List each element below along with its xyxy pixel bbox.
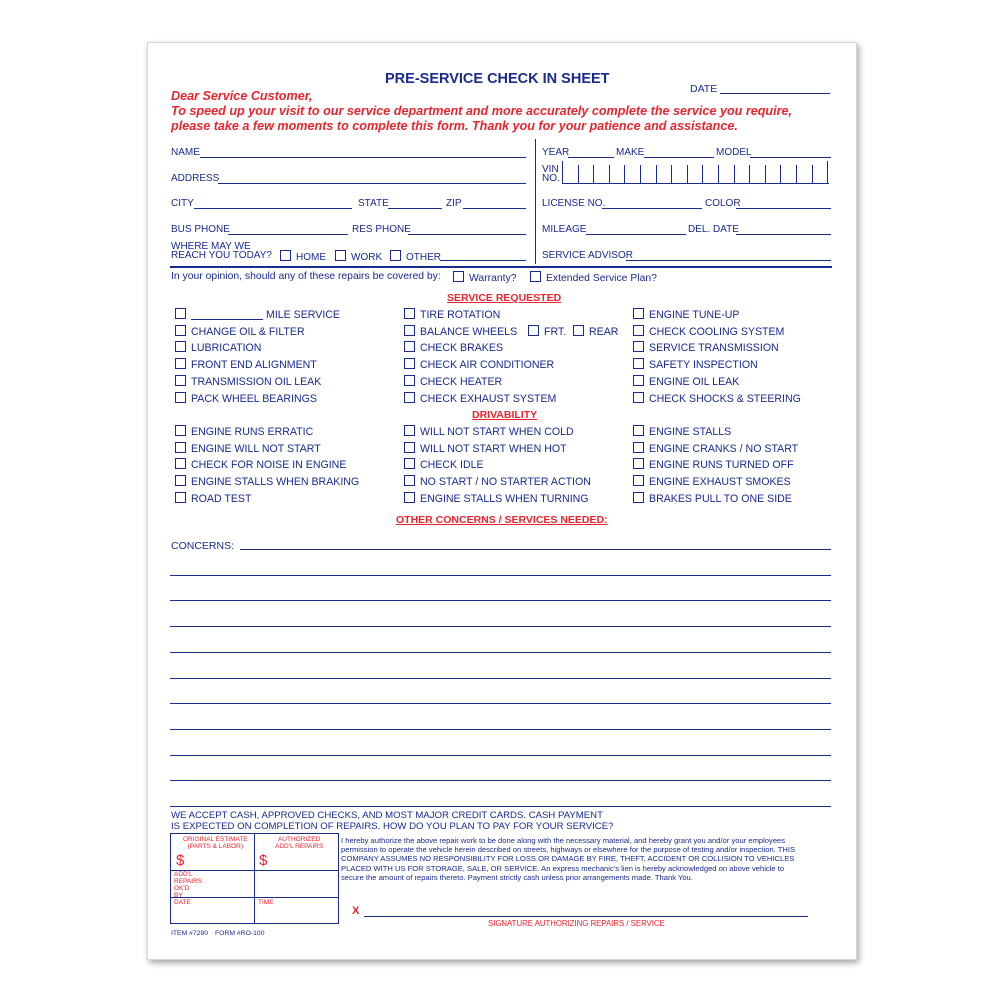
checkbox-will-not-start-when-cold[interactable] bbox=[404, 425, 415, 436]
intro-line-2: please take a few moments to complete this form. Thank you for your patience and assistance. bbox=[171, 119, 738, 133]
vin-box-divider bbox=[671, 165, 672, 183]
payment-note-line-1: WE ACCEPT CASH, APPROVED CHECKS, AND MOST MAJOR CREDIT CARDS. CASH PAYMENT bbox=[171, 810, 603, 821]
signature-field[interactable] bbox=[364, 916, 808, 917]
concern-line[interactable] bbox=[240, 549, 831, 550]
authorized-field[interactable]: $ bbox=[259, 852, 268, 869]
option-change-oil-filter[interactable] bbox=[175, 325, 305, 338]
warranty-option[interactable] bbox=[453, 271, 517, 284]
year-field[interactable] bbox=[568, 157, 614, 158]
checkbox-will-not-start-when-hot[interactable] bbox=[404, 442, 415, 453]
option-check-idle[interactable] bbox=[404, 458, 484, 471]
option-engine-oil-leak[interactable] bbox=[633, 375, 739, 388]
original-estimate-line-2: (PARTS & LABOR) bbox=[187, 843, 244, 850]
option-label: TRANSMISSION OIL LEAK bbox=[191, 375, 322, 388]
balance-frt-option[interactable] bbox=[528, 325, 566, 338]
option-transmission-oil-leak[interactable] bbox=[175, 375, 321, 388]
checkbox-check-for-noise-in-engine[interactable] bbox=[175, 458, 186, 469]
option-label: ENGINE OIL LEAK bbox=[649, 375, 740, 388]
vin-box-divider bbox=[578, 165, 579, 183]
concern-line[interactable] bbox=[170, 626, 831, 627]
original-estimate-label bbox=[183, 836, 248, 850]
mileage-label: MILEAGE bbox=[542, 224, 587, 235]
reach-label bbox=[171, 242, 272, 260]
checkbox-check-shocks-steering[interactable] bbox=[633, 392, 644, 403]
option-label: CHANGE OIL & FILTER bbox=[191, 325, 305, 338]
balance-rear-option[interactable] bbox=[573, 325, 618, 338]
concern-line[interactable] bbox=[170, 652, 831, 653]
other-field[interactable] bbox=[440, 260, 526, 261]
option-check-for-noise-in-engine[interactable] bbox=[175, 458, 346, 471]
option-label: ROAD TEST bbox=[191, 492, 252, 505]
option-check-air-conditioner[interactable] bbox=[404, 358, 554, 371]
option-engine-exhaust-smokes[interactable] bbox=[633, 475, 791, 488]
reach-home-option[interactable] bbox=[280, 250, 326, 263]
service-requested-heading: SERVICE REQUESTED bbox=[447, 292, 562, 304]
option-road-test[interactable] bbox=[175, 492, 251, 505]
addl-line-4: BY bbox=[174, 892, 183, 899]
del-date-label: DEL. DATE bbox=[688, 224, 739, 235]
frt-checkbox[interactable] bbox=[528, 325, 539, 336]
concern-line[interactable] bbox=[170, 678, 831, 679]
zip-field[interactable] bbox=[463, 208, 526, 209]
checkbox-lubrication[interactable] bbox=[175, 341, 186, 352]
option-label: TIRE ROTATION bbox=[420, 309, 501, 321]
vin-box-divider bbox=[702, 165, 703, 183]
concern-line[interactable] bbox=[170, 755, 831, 756]
date-time-divider bbox=[254, 897, 255, 923]
checkbox-engine-oil-leak[interactable] bbox=[633, 375, 644, 386]
option-engine-stalls-when-turning[interactable] bbox=[404, 492, 589, 505]
color-field[interactable] bbox=[736, 208, 831, 209]
make-label: MAKE bbox=[616, 147, 645, 158]
option-check-shocks-steering[interactable] bbox=[633, 392, 801, 405]
option-label: MILE SERVICE bbox=[266, 309, 340, 321]
checkbox-brakes-pull-to-one-side[interactable] bbox=[633, 492, 644, 503]
option-label: ENGINE STALLS bbox=[649, 426, 732, 438]
option-lubrication[interactable] bbox=[175, 341, 261, 354]
vin-box-divider bbox=[562, 161, 563, 183]
other-concerns-heading: OTHER CONCERNS / SERVICES NEEDED: bbox=[396, 514, 608, 526]
checkbox-check-air-conditioner[interactable] bbox=[404, 358, 415, 369]
vin-box-divider bbox=[656, 165, 657, 183]
other-label: OTHER bbox=[406, 252, 441, 263]
option-label: CHECK SHOCKS & STEERING bbox=[649, 392, 801, 405]
name-label: NAME bbox=[171, 147, 200, 158]
concern-line[interactable] bbox=[170, 729, 831, 730]
intro-line-1: To speed up your visit to our service department and more accurately complete the service you require, bbox=[171, 104, 793, 118]
option-pack-wheel-bearings[interactable] bbox=[175, 392, 317, 405]
checkbox-check-idle[interactable] bbox=[404, 458, 415, 469]
option-check-cooling-system[interactable] bbox=[633, 325, 784, 338]
authorized-line-2: ADD'L REPAIRS bbox=[275, 843, 324, 850]
addl-ok-label bbox=[174, 871, 202, 899]
original-estimate-field[interactable]: $ bbox=[176, 852, 185, 869]
checkbox-check-cooling-system[interactable] bbox=[633, 325, 644, 336]
checkbox-pack-wheel-bearings[interactable] bbox=[175, 392, 186, 403]
year-label: YEAR bbox=[542, 147, 570, 158]
authorized-label bbox=[275, 836, 323, 850]
checkbox-tire-rotation[interactable] bbox=[404, 308, 415, 319]
option-check-exhaust-system[interactable] bbox=[404, 392, 556, 405]
date-label: DATE bbox=[690, 83, 718, 95]
checkbox-mile-service[interactable] bbox=[175, 308, 186, 319]
option-label: FRONT END ALIGNMENT bbox=[191, 359, 317, 372]
home-label: HOME bbox=[296, 252, 326, 263]
vin-box-divider bbox=[734, 165, 735, 183]
vin-label-line-2: NO. bbox=[542, 173, 560, 184]
option-label: CHECK AIR CONDITIONER bbox=[420, 359, 555, 372]
option-label: PACK WHEEL BEARINGS bbox=[191, 392, 317, 405]
checkbox-engine-tune-up[interactable] bbox=[633, 308, 644, 319]
checkbox-safety-inspection[interactable] bbox=[633, 358, 644, 369]
signature-x: X bbox=[352, 905, 360, 917]
option-label: WILL NOT START WHEN COLD bbox=[420, 426, 574, 438]
checkbox-balance-wheels[interactable] bbox=[404, 325, 415, 336]
advisor-field[interactable] bbox=[626, 260, 831, 261]
option-label: ENGINE STALLS WHEN BRAKING bbox=[191, 476, 360, 489]
city-label: CITY bbox=[171, 198, 194, 209]
bus-phone-field[interactable] bbox=[228, 234, 348, 235]
reach-label-line-2: REACH YOU TODAY? bbox=[171, 250, 272, 261]
vin-label bbox=[542, 165, 560, 183]
header-rule bbox=[170, 266, 832, 268]
option-no-start-no-starter-action[interactable] bbox=[404, 475, 591, 488]
option-engine-tune-up[interactable] bbox=[633, 308, 739, 321]
concern-line[interactable] bbox=[170, 600, 831, 601]
option-label: CHECK BRAKES bbox=[420, 342, 504, 355]
option-check-heater[interactable] bbox=[404, 375, 502, 388]
option-label: CHECK COOLING SYSTEM bbox=[649, 325, 785, 338]
addl-line-2: REPAIRS bbox=[174, 878, 203, 885]
option-label: ENGINE RUNS TURNED OFF bbox=[649, 459, 794, 472]
vin-box-divider bbox=[780, 165, 781, 183]
option-label: BALANCE WHEELS bbox=[420, 325, 518, 338]
estimate-box bbox=[170, 833, 339, 924]
payment-time-label: TIME bbox=[258, 899, 274, 906]
option-safety-inspection[interactable] bbox=[633, 358, 758, 371]
option-balance-wheels[interactable] bbox=[404, 325, 517, 338]
bus-phone-label: BUS PHONE bbox=[171, 224, 230, 235]
authorization-text: I hereby authorize the above repair work to be done along with the necessary material, and hereby grant you and/or your employees permission to operate the vehicle herein described on streets, highways or elsewhere for the purpose of testing and/or inspection. THIS COMPANY ASSUMES NO RESPONSIBILITY FOR LOSS OR DAMAGE BY FIRE, THEFT, ACCIDENT OR COLLISION TO VEHICLES PLACED WITH US FOR STORAGE, SALE, OR SERVICE. An express mechanic's lien is hereby acknowledged on above vehicle to secure the amount of repairs thereto. Payment strictly cash unless prior arrangements made. Thank You. bbox=[341, 836, 796, 882]
item-number: ITEM #7280 bbox=[171, 930, 209, 937]
checkbox-engine-stalls-when-turning[interactable] bbox=[404, 492, 415, 503]
vin-box-divider bbox=[640, 165, 641, 183]
option-label: CHECK FOR NOISE IN ENGINE bbox=[191, 459, 347, 472]
checkbox-engine-stalls-when-braking[interactable] bbox=[175, 475, 186, 486]
extended-plan-checkbox[interactable] bbox=[530, 271, 541, 282]
checkbox-change-oil-filter[interactable] bbox=[175, 325, 186, 336]
vin-box-divider bbox=[718, 165, 719, 183]
advisor-label: SERVICE ADVISOR bbox=[542, 250, 633, 261]
extended-plan-label: Extended Service Plan? bbox=[546, 273, 657, 284]
checkbox-engine-runs-erratic[interactable] bbox=[175, 425, 186, 436]
concerns-label: CONCERNS: bbox=[171, 540, 235, 552]
form-number: FORM #RO-100 bbox=[215, 930, 265, 937]
vin-box-divider bbox=[609, 165, 610, 183]
checkbox-check-heater[interactable] bbox=[404, 375, 415, 386]
option-engine-runs-turned-off[interactable] bbox=[633, 458, 794, 471]
checkbox-engine-exhaust-smokes[interactable] bbox=[633, 475, 644, 486]
checkbox-no-start-no-starter-action[interactable] bbox=[404, 475, 415, 486]
option-engine-cranks-no-start[interactable] bbox=[633, 442, 798, 455]
concern-line[interactable] bbox=[170, 780, 831, 781]
res-phone-field[interactable] bbox=[408, 234, 526, 235]
option-label: SERVICE TRANSMISSION bbox=[649, 342, 779, 355]
vin-label-line-1: VIN bbox=[542, 164, 559, 175]
option-label: ENGINE RUNS ERRATIC bbox=[191, 426, 314, 438]
vin-box-divider bbox=[624, 165, 625, 183]
option-label: CHECK EXHAUST SYSTEM bbox=[420, 392, 557, 405]
zip-label: ZIP bbox=[446, 198, 462, 209]
addl-line-3: OK'D bbox=[174, 885, 190, 892]
address-label: ADDRESS bbox=[171, 173, 220, 184]
option-label: ENGINE STALLS WHEN TURNING bbox=[420, 492, 589, 505]
reach-other-option[interactable] bbox=[390, 250, 441, 263]
vin-field[interactable] bbox=[562, 161, 829, 184]
city-field[interactable] bbox=[194, 208, 352, 209]
option-label: WILL NOT START WHEN HOT bbox=[420, 442, 567, 455]
rear-label: REAR bbox=[589, 326, 619, 338]
model-label: MODEL bbox=[716, 147, 752, 158]
option-label: ENGINE WILL NOT START bbox=[191, 442, 321, 455]
frt-label: FRT. bbox=[544, 326, 567, 338]
vin-box-divider bbox=[687, 165, 688, 183]
payment-date-label: DATE bbox=[174, 899, 191, 906]
option-engine-runs-erratic[interactable] bbox=[175, 425, 313, 438]
warranty-label: Warranty? bbox=[469, 273, 517, 284]
drivability-heading: DRIVABILITY bbox=[472, 409, 538, 421]
color-label: COLOR bbox=[705, 198, 741, 209]
option-label: NO START / NO STARTER ACTION bbox=[420, 476, 591, 489]
make-field[interactable] bbox=[644, 157, 714, 158]
option-label: CHECK IDLE bbox=[420, 459, 484, 472]
reach-work-option[interactable] bbox=[335, 250, 382, 263]
name-field[interactable] bbox=[200, 157, 526, 158]
checkbox-engine-stalls[interactable] bbox=[633, 425, 644, 436]
addl-line-1: ADD'L bbox=[174, 871, 193, 878]
date-field[interactable] bbox=[720, 93, 830, 94]
address-field[interactable] bbox=[218, 183, 526, 184]
option-label: ENGINE CRANKS / NO START bbox=[649, 442, 799, 455]
reach-label-line-1: WHERE MAY WE bbox=[171, 241, 251, 252]
checkbox-engine-will-not-start[interactable] bbox=[175, 442, 186, 453]
state-label: STATE bbox=[358, 198, 389, 209]
rear-checkbox[interactable] bbox=[573, 325, 584, 336]
checkbox-engine-cranks-no-start[interactable] bbox=[633, 442, 644, 453]
vin-box-divider bbox=[812, 165, 813, 183]
vin-box-divider bbox=[593, 165, 594, 183]
model-field[interactable] bbox=[750, 157, 831, 158]
greeting: Dear Service Customer, bbox=[171, 89, 313, 103]
mile-service-field[interactable] bbox=[191, 319, 263, 320]
mileage-field[interactable] bbox=[586, 234, 686, 235]
other-checkbox[interactable] bbox=[390, 250, 401, 261]
option-brakes-pull-to-one-side[interactable] bbox=[633, 492, 792, 505]
option-engine-stalls[interactable] bbox=[633, 425, 731, 438]
concern-line[interactable] bbox=[170, 806, 831, 807]
option-check-brakes[interactable] bbox=[404, 341, 503, 354]
checkbox-front-end-alignment[interactable] bbox=[175, 358, 186, 369]
page-title: PRE-SERVICE CHECK IN SHEET bbox=[385, 71, 610, 87]
option-tire-rotation[interactable] bbox=[404, 308, 500, 321]
checkbox-service-transmission[interactable] bbox=[633, 341, 644, 352]
coverage-question: In your opinion, should any of these repairs be covered by: bbox=[171, 271, 441, 282]
del-date-field[interactable] bbox=[736, 234, 831, 235]
option-front-end-alignment[interactable] bbox=[175, 358, 317, 371]
concern-line[interactable] bbox=[170, 575, 831, 576]
signature-label: SIGNATURE AUTHORIZING REPAIRS / SERVICE bbox=[488, 919, 665, 928]
checkbox-check-exhaust-system[interactable] bbox=[404, 392, 415, 403]
option-label: ENGINE TUNE-UP bbox=[649, 309, 740, 321]
option-label: ENGINE EXHAUST SMOKES bbox=[649, 476, 791, 489]
option-label: CHECK HEATER bbox=[420, 375, 503, 388]
warranty-checkbox[interactable] bbox=[453, 271, 464, 282]
checkbox-engine-runs-turned-off[interactable] bbox=[633, 458, 644, 469]
license-label: LICENSE NO. bbox=[542, 198, 606, 209]
section-divider bbox=[535, 139, 536, 264]
vin-box-divider bbox=[827, 161, 828, 183]
checkbox-check-brakes[interactable] bbox=[404, 341, 415, 352]
home-checkbox[interactable] bbox=[280, 250, 291, 261]
state-field[interactable] bbox=[388, 208, 442, 209]
option-will-not-start-when-hot[interactable] bbox=[404, 442, 567, 455]
extended-plan-option[interactable] bbox=[530, 271, 657, 284]
option-engine-stalls-when-braking[interactable] bbox=[175, 475, 359, 488]
res-phone-label: RES PHONE bbox=[352, 224, 411, 235]
checkbox-road-test[interactable] bbox=[175, 492, 186, 503]
work-label: WORK bbox=[351, 252, 383, 263]
vin-box-divider bbox=[749, 165, 750, 183]
option-service-transmission[interactable] bbox=[633, 341, 779, 354]
option-will-not-start-when-cold[interactable] bbox=[404, 425, 574, 438]
option-label: SAFETY INSPECTION bbox=[649, 359, 758, 372]
license-field[interactable] bbox=[602, 208, 702, 209]
payment-note bbox=[171, 810, 613, 832]
form-page bbox=[147, 42, 857, 960]
option-label: LUBRICATION bbox=[191, 342, 262, 355]
original-estimate-line-1: ORIGINAL ESTIMATE bbox=[183, 836, 248, 843]
option-engine-will-not-start[interactable] bbox=[175, 442, 321, 455]
payment-note-line-2: IS EXPECTED ON COMPLETION OF REPAIRS. HOW DO YOU PLAN TO PAY FOR YOUR SERVICE? bbox=[171, 821, 614, 832]
vin-box-divider bbox=[765, 165, 766, 183]
authorized-line-1: AUTHORIZED bbox=[277, 836, 321, 843]
concern-line[interactable] bbox=[170, 703, 831, 704]
work-checkbox[interactable] bbox=[335, 250, 346, 261]
vin-box-divider bbox=[796, 165, 797, 183]
checkbox-transmission-oil-leak[interactable] bbox=[175, 375, 186, 386]
option-label: BRAKES PULL TO ONE SIDE bbox=[649, 492, 792, 505]
